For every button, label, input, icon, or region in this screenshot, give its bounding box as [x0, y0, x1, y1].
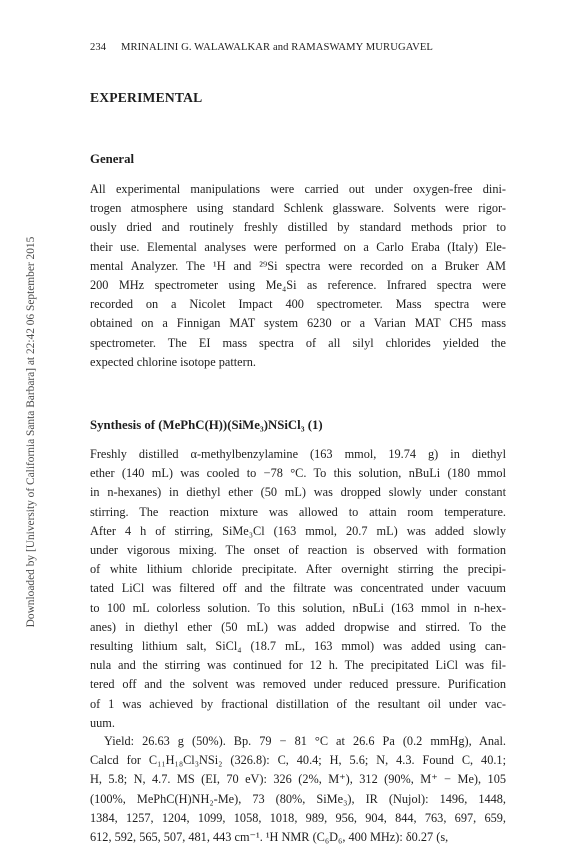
text-line: mental Analyzer. The ¹H and ²⁹Si spectra were recorded on a Bruker AM — [90, 258, 506, 273]
text-line: under vigorous mixing. The onset of reaction is observed with formation — [90, 543, 506, 558]
text-line: stirring. The reaction mixture was allowed to attain room temperature. — [90, 504, 506, 519]
page-number: 234 — [90, 42, 107, 53]
text-line: in n-hexanes) in diethyl ether (50 mL) was dropped slowly under constant — [90, 485, 506, 500]
text-line: Calcd for C₁₁H₁₈Cl₃NSi₂ (326.8): C, 40.4; H, 5.6; N, 4.3. Found C, 40.1; — [90, 753, 506, 768]
text-line: 612, 592, 565, 507, 481, 443 cm⁻¹. ¹H NMR (C₆D₆, 400 MHz): δ0.27 (s, — [90, 830, 449, 845]
synthesis-paragraph — [90, 445, 506, 733]
text-line: 200 MHz spectrometer using Me₄Si as reference. Infrared spectra were — [90, 278, 506, 293]
text-line: to 100 mL colorless solution. To this solution, nBuLi (163 mmol in n-hex- — [90, 600, 506, 615]
download-notice: Downloaded by [University of California Santa Barbara] at 22:42 06 September 2015 — [25, 236, 37, 628]
text-line: their use. Elemental analyses were performed on a Carlo Eraba (Italy) Ele- — [90, 239, 506, 254]
text-line: Yield: 26.63 g (50%). Bp. 79 − 81 °C at 26.6 Pa (0.2 mmHg), Anal. — [104, 734, 506, 748]
text-line: of white lithium chloride precipitate. After overnight stirring the precipi- — [90, 562, 506, 577]
yield-paragraph — [90, 732, 506, 847]
text-line: ether (140 mL) was cooled to −78 °C. To this solution, nBuLi (180 mmol — [90, 466, 506, 481]
text-line: tated LiCl was filtered off and the filtrate was concentrated under vacuum — [90, 581, 506, 596]
running-header — [90, 42, 506, 53]
text-line: nula and the stirring was continued for 12 h. The precipitated LiCl was fil- — [90, 658, 506, 673]
text-line: trogen atmosphere using standard Schlenk glassware. Solvents were rigor- — [90, 201, 506, 216]
text-line: resulting lithium salt, SiCl₄ (18.7 mL, 163 mmol) was added using can- — [90, 639, 506, 654]
text-line: recorded on a Nicolet Impact 400 spectrometer. Mass spectra were — [90, 297, 506, 312]
text-line: Freshly distilled α-methylbenzylamine (163 mmol, 19.74 g) in diethyl — [90, 447, 506, 461]
text-line: H, 5.8; N, 4.7. MS (EI, 70 eV): 326 (2%, M⁺), 312 (90%, M⁺ − Me), 105 — [90, 772, 506, 787]
text-line: All experimental manipulations were carried out under oxygen-free dini- — [90, 182, 506, 196]
text-line: obtained on a Finnigan MAT system 6230 or a Varian MAT CH5 mass — [90, 316, 506, 331]
general-paragraph — [90, 180, 506, 372]
subsection-general-heading: General — [90, 152, 135, 166]
text-line: tered off and the solvent was removed under reduced pressure. Purification — [90, 677, 506, 692]
text-line: uum. — [90, 715, 115, 730]
text-line: After 4 h of stirring, SiMe₃Cl (163 mmol, 20.7 mL) was added slowly — [90, 523, 506, 538]
text-line: of 1 was achieved by fractional distillation of the resultant oil under vac- — [90, 696, 506, 711]
text-line: (100%, MePhC(H)NH₂-Me), 73 (80%, SiMe₃), IR (Nujol): 1496, 1448, — [90, 791, 506, 806]
text-line: anes) in diethyl ether (50 mL) was added dropwise and stirred. To the — [90, 619, 506, 634]
subsection-synthesis-heading: Synthesis of (MePhC(H))(SiMe₃)NSiCl₃ (1) — [90, 418, 323, 432]
text-line: 1384, 1257, 1204, 1099, 1058, 1018, 989, 956, 904, 844, 763, 697, 659, — [90, 810, 506, 825]
running-header-authors: MRINALINI G. WALAWALKAR and RAMASWAMY MURUGAVEL — [120, 42, 433, 53]
text-line: expected chlorine isotope pattern. — [90, 354, 256, 369]
text-line: spectrometer. The EI mass spectra of all silyl chlorides yielded the — [90, 335, 506, 350]
text-line: ously dried and routinely freshly distilled by standard methods prior to — [90, 220, 506, 235]
section-title: EXPERIMENTAL — [90, 90, 203, 105]
